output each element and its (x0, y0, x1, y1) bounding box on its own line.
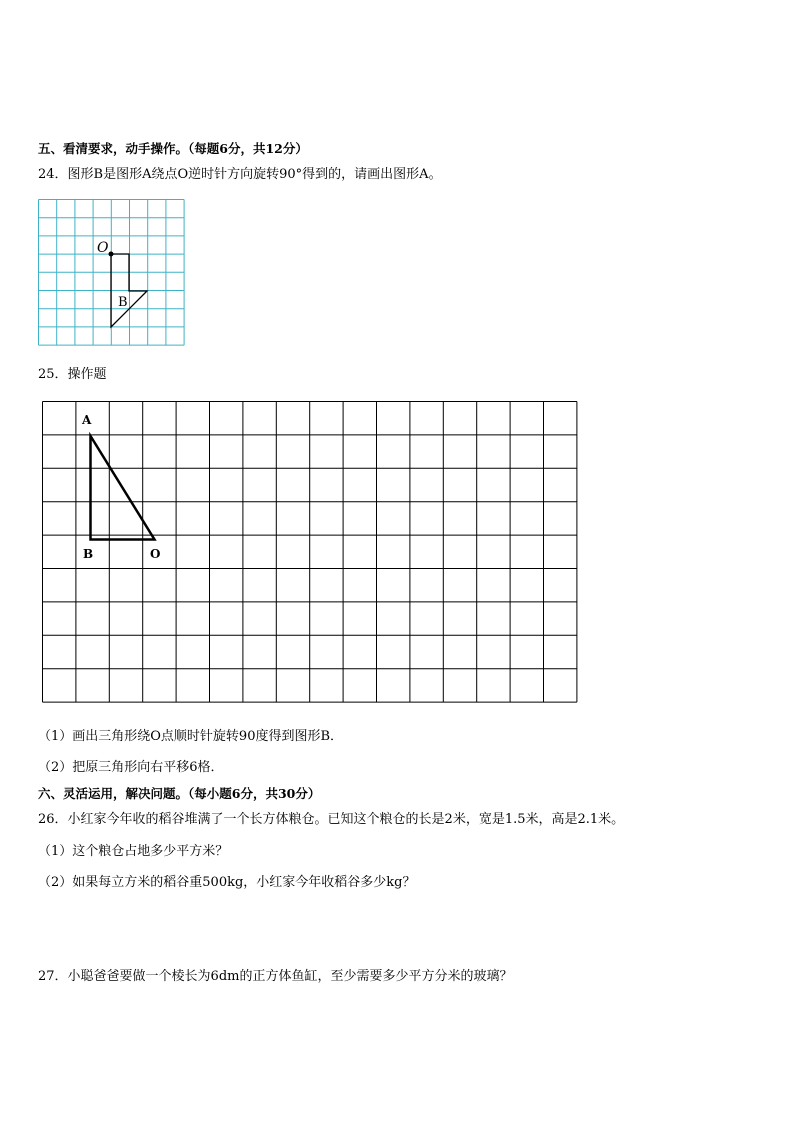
point-o-marker (109, 252, 114, 257)
question-27-text: 27．小聪爸爸要做一个棱长为6dm的正方体鱼缸，至少需要多少平方分米的玻璃？ (38, 969, 513, 984)
question-26-sub-1: （1）这个粮仓占地多少平方米？ (38, 844, 229, 859)
question-25-sub-1: （1）画出三角形绕O点顺时针旋转90度得到图形B． (38, 729, 344, 744)
point-b-label: B (83, 547, 94, 561)
question-26-sub-2: （2）如果每立方米的稻谷重500kg，小红家今年收稻谷多少kg？ (38, 875, 416, 890)
triangle-shape (91, 436, 155, 540)
question-25-grid (42, 401, 578, 709)
question-25-sub-2: （2）把原三角形向右平移6格． (38, 760, 224, 775)
section-6-heading: 六、灵活运用，解决问题。（每小题6分，共30分） (38, 786, 321, 801)
point-a-label: A (82, 413, 92, 427)
section-5-heading: 五、看清要求，动手操作。（每题6分，共12分） (38, 141, 308, 156)
question-26-text: 26．小红家今年收的稻谷堆满了一个长方体粮仓。已知这个粮仓的长是2米，宽是1.5米，高是2.1米。 (38, 812, 625, 827)
question-24-text: 24．图形B是图形A绕点O逆时针方向旋转90°得到的，请画出图形A。 (38, 167, 442, 182)
point-o-label: O (150, 547, 161, 561)
figure-b-label: B (118, 295, 128, 310)
grid-lines (43, 402, 577, 703)
question-25-title: 25．操作题 (38, 367, 107, 382)
point-o-label: O (97, 240, 109, 256)
question-24-grid (38, 199, 188, 349)
